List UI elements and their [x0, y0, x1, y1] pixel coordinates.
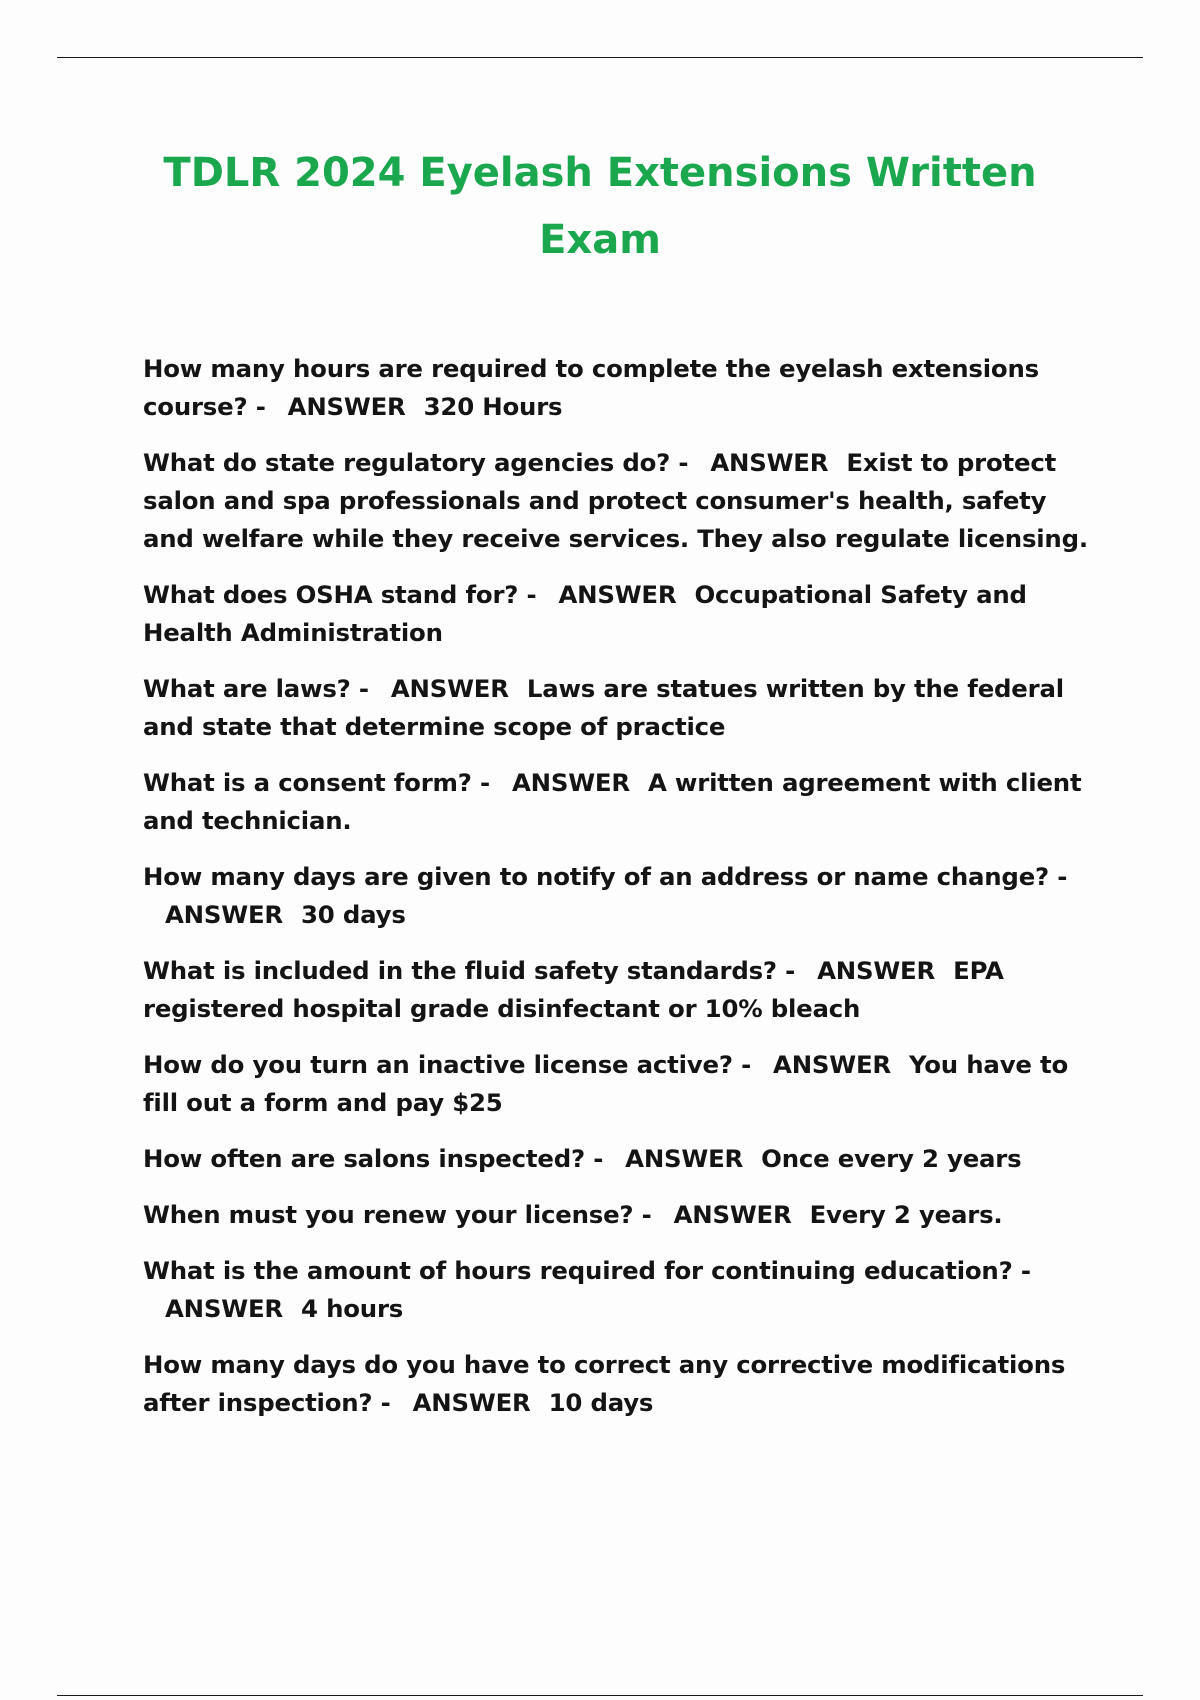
- question-text: What is included in the fluid safety standards? -: [143, 956, 796, 985]
- question-text: How many days do you have to correct any corrective modifications after inspection? -: [143, 1350, 1066, 1417]
- question-text: What are laws? -: [143, 674, 369, 703]
- answer-label: ANSWER: [412, 1388, 531, 1417]
- qa-item: [143, 952, 1103, 1028]
- qa-item: [143, 670, 1103, 746]
- qa-item: [143, 858, 1103, 934]
- qa-item: [143, 1046, 1103, 1122]
- answer-label: ANSWER: [673, 1200, 792, 1229]
- qa-item: [143, 350, 1103, 426]
- question-text: How do you turn an inactive license active? -: [143, 1050, 752, 1079]
- qa-item: [143, 1252, 1103, 1328]
- answer-text: Every 2 years.: [809, 1200, 1003, 1229]
- answer-label: ANSWER: [625, 1144, 744, 1173]
- answer-text: Laws are statues written by the federal and state that determine scope of practice: [143, 674, 1064, 741]
- answer-label: ANSWER: [165, 1294, 284, 1323]
- question-text: What do state regulatory agencies do? -: [143, 448, 689, 477]
- answer-text: You have to fill out a form and pay $25: [143, 1050, 1069, 1117]
- question-text: How many days are given to notify of an address or name change? -: [143, 862, 1068, 891]
- answer-text: 4 hours: [301, 1294, 404, 1323]
- answer-text: EPA registered hospital grade disinfectant or 10% bleach: [143, 956, 1004, 1023]
- answer-label: ANSWER: [287, 392, 406, 421]
- answer-text: Exist to protect salon and spa professionals and protect consumer's health, safety and welfare while they receive services. They also regulate licensing.: [143, 448, 1088, 553]
- qa-item: [143, 764, 1103, 840]
- answer-label: ANSWER: [165, 900, 284, 929]
- answer-label: ANSWER: [817, 956, 936, 985]
- answer-text: 320 Hours: [423, 392, 563, 421]
- answer-text: Occupational Safety and Health Administration: [143, 580, 1027, 647]
- question-text: How often are salons inspected? -: [143, 1144, 604, 1173]
- qa-list: [143, 350, 1103, 1440]
- answer-label: ANSWER: [710, 448, 829, 477]
- answer-text: A written agreement with client and technician.: [143, 768, 1082, 835]
- answer-label: ANSWER: [558, 580, 677, 609]
- question-text: What does OSHA stand for? -: [143, 580, 537, 609]
- question-text: What is a consent form? -: [143, 768, 490, 797]
- qa-item: [143, 444, 1103, 558]
- answer-label: ANSWER: [390, 674, 509, 703]
- question-text: When must you renew your license? -: [143, 1200, 652, 1229]
- qa-item: [143, 576, 1103, 652]
- answer-label: ANSWER: [773, 1050, 892, 1079]
- qa-item: [143, 1140, 1103, 1178]
- answer-text: Once every 2 years: [761, 1144, 1022, 1173]
- answer-text: 30 days: [301, 900, 406, 929]
- bottom-divider: [57, 1695, 1143, 1696]
- qa-item: [143, 1196, 1103, 1234]
- answer-label: ANSWER: [511, 768, 630, 797]
- top-divider: [57, 57, 1143, 58]
- page-title: TDLR 2024 Eyelash Extensions Written Exam: [163, 150, 1037, 263]
- question-text: What is the amount of hours required for continuing education? -: [143, 1256, 1031, 1285]
- answer-text: 10 days: [548, 1388, 654, 1417]
- qa-item: [143, 1346, 1103, 1422]
- question-text: How many hours are required to complete the eyelash extensions course? -: [143, 354, 1039, 421]
